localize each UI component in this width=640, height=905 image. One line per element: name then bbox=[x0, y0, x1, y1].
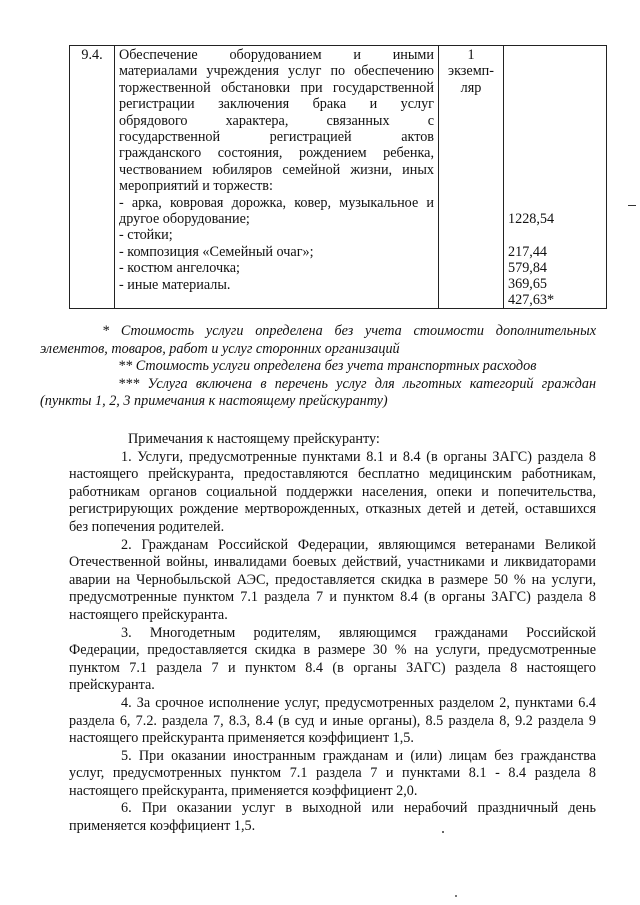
description-line: торжественной обстановки при государственной bbox=[119, 79, 434, 96]
price-value: 369,65 bbox=[508, 276, 548, 292]
description-line: - иные материалы. bbox=[119, 276, 231, 293]
description-line: гражданского состояния, рождением ребенка, bbox=[119, 145, 434, 162]
description-line: - стойки; bbox=[119, 227, 173, 244]
footnote: ** Стоимость услуги определена без учета транспортных расходов bbox=[118, 358, 537, 374]
description-line: Обеспечение оборудованием и иными bbox=[119, 47, 434, 63]
footnote: *** Услуга включена в перечень услуг для льготных категорий граждан (пункты 1, 2, 3 примечания к настоящему прейскуранту) bbox=[40, 375, 596, 409]
margin-mark bbox=[628, 205, 636, 206]
price-value: 217,44 bbox=[508, 244, 548, 260]
description-line: - костюм ангелочка; bbox=[119, 260, 241, 277]
description-line: регистрации заключения брака и услуг bbox=[119, 96, 434, 113]
description-line: государственной регистрацией актов bbox=[119, 129, 434, 146]
unit-cell bbox=[439, 46, 504, 309]
note-item: 4. За срочное исполнение услуг, предусмотренных разделом 2, пунктами 6.4 раздела 6, 7.2. раздела 7, 8.3, 8.4 (в суд и иные органы), 8.5 раздела 8, 9.2 раздела 9 настоящего прейскуранта применяется коэффициент 1,5. bbox=[69, 694, 596, 747]
scan-speck bbox=[455, 895, 457, 897]
price-cell bbox=[504, 46, 607, 309]
scan-speck bbox=[442, 831, 444, 833]
description-line: обрядового характера, связанных с bbox=[119, 112, 434, 129]
description-line: - композиция «Семейный очаг»; bbox=[119, 243, 314, 260]
description-line: мероприятий и торжеств: bbox=[119, 178, 273, 195]
table-row bbox=[70, 46, 607, 309]
row-number-cell bbox=[70, 46, 115, 309]
description-line: чествованием юбиляров семейной жизни, иных bbox=[119, 161, 434, 178]
price-table bbox=[69, 45, 607, 309]
notes-section bbox=[69, 431, 596, 836]
price-value: 1228,54 bbox=[508, 211, 555, 227]
unit-line: ляр bbox=[460, 79, 482, 96]
price-value: 427,63* bbox=[508, 292, 555, 308]
note-item: 5. При оказании иностранным гражданам и (или) лицам без гражданства услуг, предусмотренных пунктом 7.1 раздела 7 и пунктами 8.1 - 8.4 раздела 8 настоящего прейскуранта, применяется коэффициент 2,0. bbox=[69, 747, 596, 799]
note-item: 1. Услуги, предусмотренные пунктами 8.1 и 8.4 (в органы ЗАГС) раздела 8 настоящего прейскуранта, предоставляются бесплатно медицинским работникам, работникам органов социальной поддержки населения, опеки и попечительства, регистрирующих рождение мертворожденных, отказных детей и детей, оставшихся без попечения родителей. bbox=[69, 448, 596, 535]
footnotes bbox=[40, 323, 596, 411]
footnote: * Стоимость услуги определена без учета стоимости дополнительных элементов, товаров, работ и услуг сторонних организаций bbox=[40, 323, 596, 357]
description-line: материалами учреждения услуг по обеспечению bbox=[119, 63, 434, 80]
notes-title: Примечания к настоящему прейскуранту: bbox=[128, 431, 380, 447]
note-item: 2. Гражданам Российской Федерации, являющимся ветеранами Великой Отечественной войны, инвалидами боевых действий, участниками и ликвидаторами аварии на Чернобыльской АЭС, предоставляется скидка в размере 50 % на услуги, предусмотренные пунктом 7.1 раздела 7 и пунктом 8.4 (в органы ЗАГС) раздела 8 настоящего прейскуранта. bbox=[69, 536, 596, 623]
row-number: 9.4. bbox=[81, 47, 103, 63]
description-line: другое оборудование; bbox=[119, 211, 250, 228]
note-item: 6. При оказании услуг в выходной или нерабочий праздничный день применяется коэффициент 1,5. bbox=[69, 800, 596, 835]
description-line: - арка, ковровая дорожка, ковер, музыкальное и bbox=[119, 194, 434, 211]
description-cell bbox=[115, 46, 439, 309]
note-item: 3. Многодетным родителям, являющимся гражданами Российской Федерации, предоставляется скидка в размере 30 % на услуги, предусмотренные пунктом 7.1 раздела 7 и пунктом 8.4 (в органы ЗАГС) раздела 8 настоящего прейскуранта. bbox=[69, 624, 596, 694]
unit-line: 1 bbox=[467, 47, 475, 63]
price-value: 579,84 bbox=[508, 260, 548, 276]
unit-line: экземп- bbox=[448, 63, 494, 80]
